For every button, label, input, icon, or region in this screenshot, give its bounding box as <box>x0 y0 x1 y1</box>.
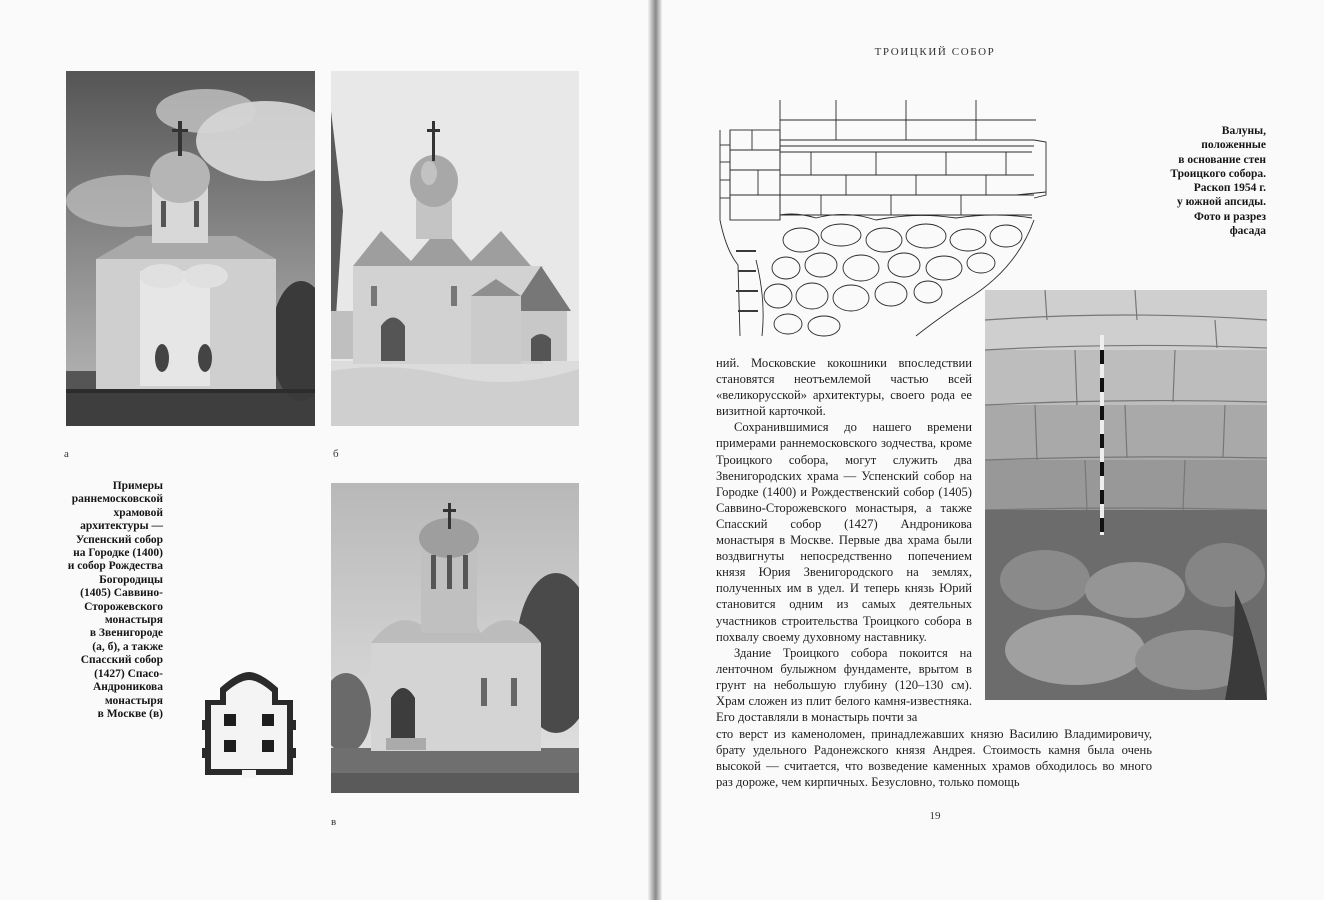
book-gutter <box>648 0 662 900</box>
plate-label-v: в <box>331 816 337 828</box>
plate-label-b: б <box>333 448 339 460</box>
plate-label-a: а <box>64 448 69 460</box>
page-number: 19 <box>929 810 941 822</box>
floor-plan-drawing <box>200 670 298 778</box>
right-caption: Валуны, положенные в основание стен Троицкого собора. Раскоп 1954 г. у южной апсиды. Фото и разрез фасада <box>1170 125 1266 238</box>
left-page <box>0 0 652 900</box>
running-head: ТРОИЦКИЙ СОБОР <box>874 46 996 58</box>
paragraph-2: Сохранившимися до нашего времени примерами раннемосковского зодчества, кроме Троицкого собора, могут служить два Звенигородских храма — Успенский собор на Городке (1400) и Рождественский собор (1405) Саввино-Сторожевского монастыря, а также Спасский собор (1427) Андроникова монастыря в Москве. Первые два храма были воздвигнуты непосредственно попечением князя Юрия Звенигородского на землях, полученных им в удел. И теперь князь Юрий становится одним из самых деятельных участников строительства Троицкого собора в похвалу своему духовному наставнику. <box>716 420 972 644</box>
left-caption: Примеры раннемосковской храмовой архитектуры — Успенский собор на Городке (1400) и собор Рождества Богородицы (1405) Саввино- Сторожевского монастыря в Звенигороде (а, б), а также Спасский собор (1427) Спасо- Андроникова монастыря в Москве (в) <box>67 480 163 720</box>
photo-uspensky-cathedral <box>66 71 315 426</box>
paragraph-1: ний. Московские кокошники впоследствии становятся неотъемлемой частью всей «великорусской» архитектуры, своего рода ее визитной карточкой. <box>716 356 972 419</box>
photo-excavation <box>985 290 1267 700</box>
paragraph-3: Здание Троицкого собора покоится на ленточном булыжном фундаменте, врытом в грунт на небольшую глубину (120–130 см). Храм сложен из плит белого камня-известняка. Его доставляли в монастырь почти за <box>716 645 972 725</box>
photo-spassky-cathedral <box>331 483 579 793</box>
photo-rozhdestvensky-cathedral <box>331 71 579 426</box>
paragraph-4: сто верст из каменоломен, принадлежавших князю Василию Владимировичу, брату удельного Радонежского князя Андрея. Стоимость камня была очень высокой — считается, что возведение каменных храмов обходилось во много раз дороже, чем кирпичных. Безусловно, только помощь <box>716 727 1152 790</box>
body-text-wide <box>716 726 1152 790</box>
body-text-column <box>716 355 972 725</box>
